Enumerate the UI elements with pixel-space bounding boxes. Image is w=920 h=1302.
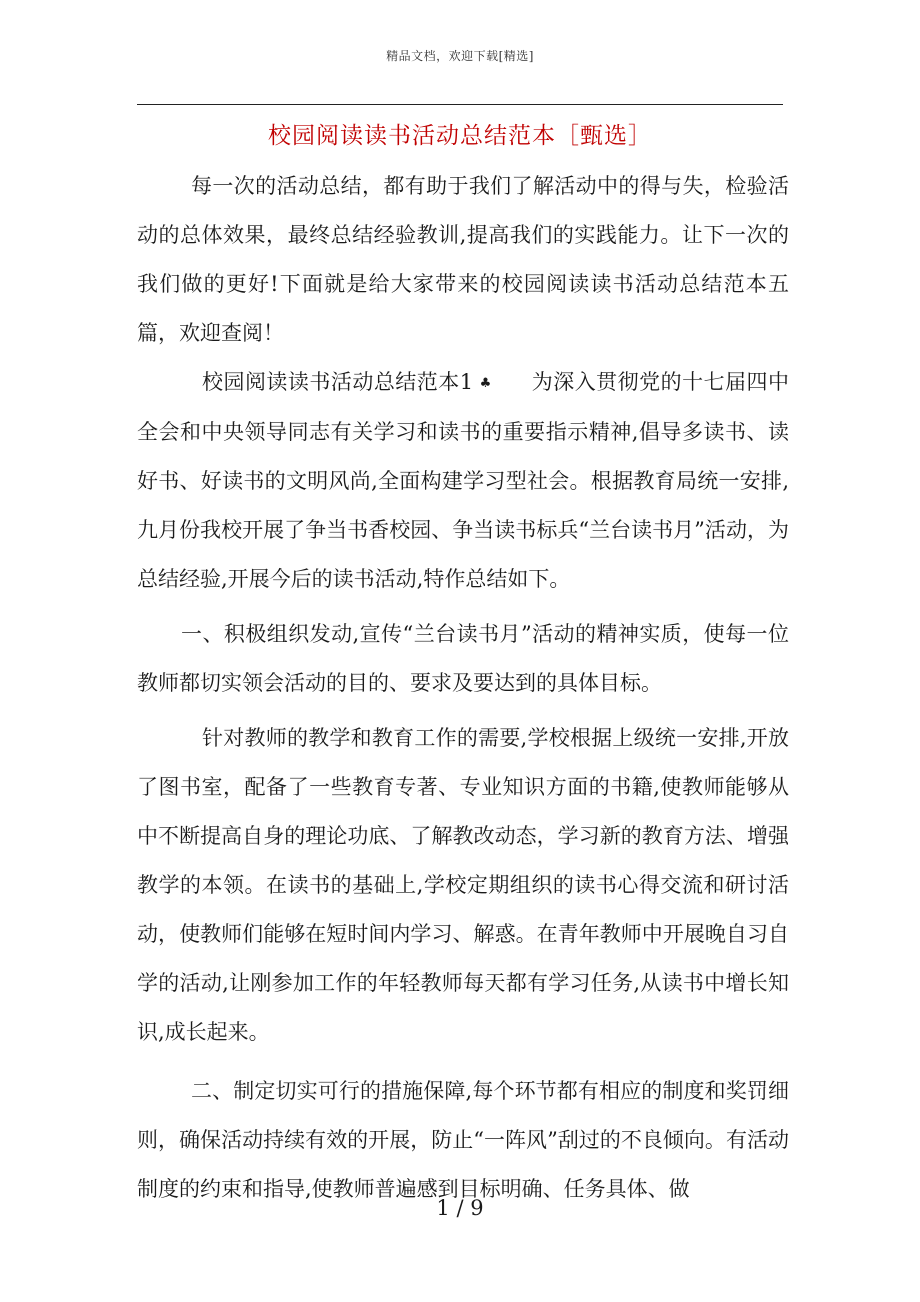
page-number: 1 / 9	[436, 1196, 484, 1220]
body-section	[137, 358, 789, 1214]
section-1-paragraph	[137, 358, 789, 604]
point-2-paragraph: 二、制定切实可行的措施保障,每个环节都有相应的制度和奖罚细则，确保活动持续有效的开展，防止“一阵风”刮过的不良倾向。有活动制度的约束和指导,使教师普遍感到目标明确、任务具体、做	[137, 1079, 789, 1201]
document-title: 校园阅读读书活动总结范本［甄选］	[268, 123, 652, 149]
paragraph-spacer	[137, 1057, 789, 1067]
intro-paragraph: 每一次的活动总结，都有助于我们了解活动中的得与失，检验活动的总体效果，最终总结经验教训,提高我们的实践能力。让下一次的我们做的更好!下面就是给大家带来的校园阅读读书活动总结范本五篇，欢迎查阅！	[137, 174, 789, 345]
point-1-paragraph: 一、积极组织发动,宣传“兰台读书月”活动的精神实质，使每一位教师都切实领会活动的目的、要求及要达到的具体目标。	[137, 622, 789, 695]
page-header: 精品文档，欢迎下载[精选]	[386, 49, 534, 63]
paragraph-3: 针对教师的教学和教育工作的需要,学校根据上级统一安排,开放了图书室，配备了一些教育专著、专业知识方面的书籍,使教师能够从中不断提高自身的理论功底、了解教改动态，学习新的教育方法、增强教学的本领。在读书的基础上,学校定期组织的读书心得交流和研讨活动，使教师们能够在短时间内学习、解惑。在青年教师中开展晚自习自学的活动,让刚参加工作的年轻教师每天都有学习任务,从读书中增长知识,成长起来。	[137, 726, 789, 1044]
club-marker-icon: ♣	[479, 376, 492, 391]
intro-section	[137, 162, 789, 358]
section-1-heading: 校园阅读读书活动总结范本1	[202, 370, 474, 394]
header-divider	[137, 104, 783, 105]
section-1-text: 为深入贯彻党的十七届四中全会和中央领导同志有关学习和读书的重要指示精神,倡导多读书、读好书、好读书的文明风尚,全面构建学习型社会。根据教育局统一安排,九月份我校开展了争当书香校园、争当读书标兵“兰台读书月”活动，为总结经验,开展今后的读书活动,特作总结如下。	[137, 370, 789, 591]
